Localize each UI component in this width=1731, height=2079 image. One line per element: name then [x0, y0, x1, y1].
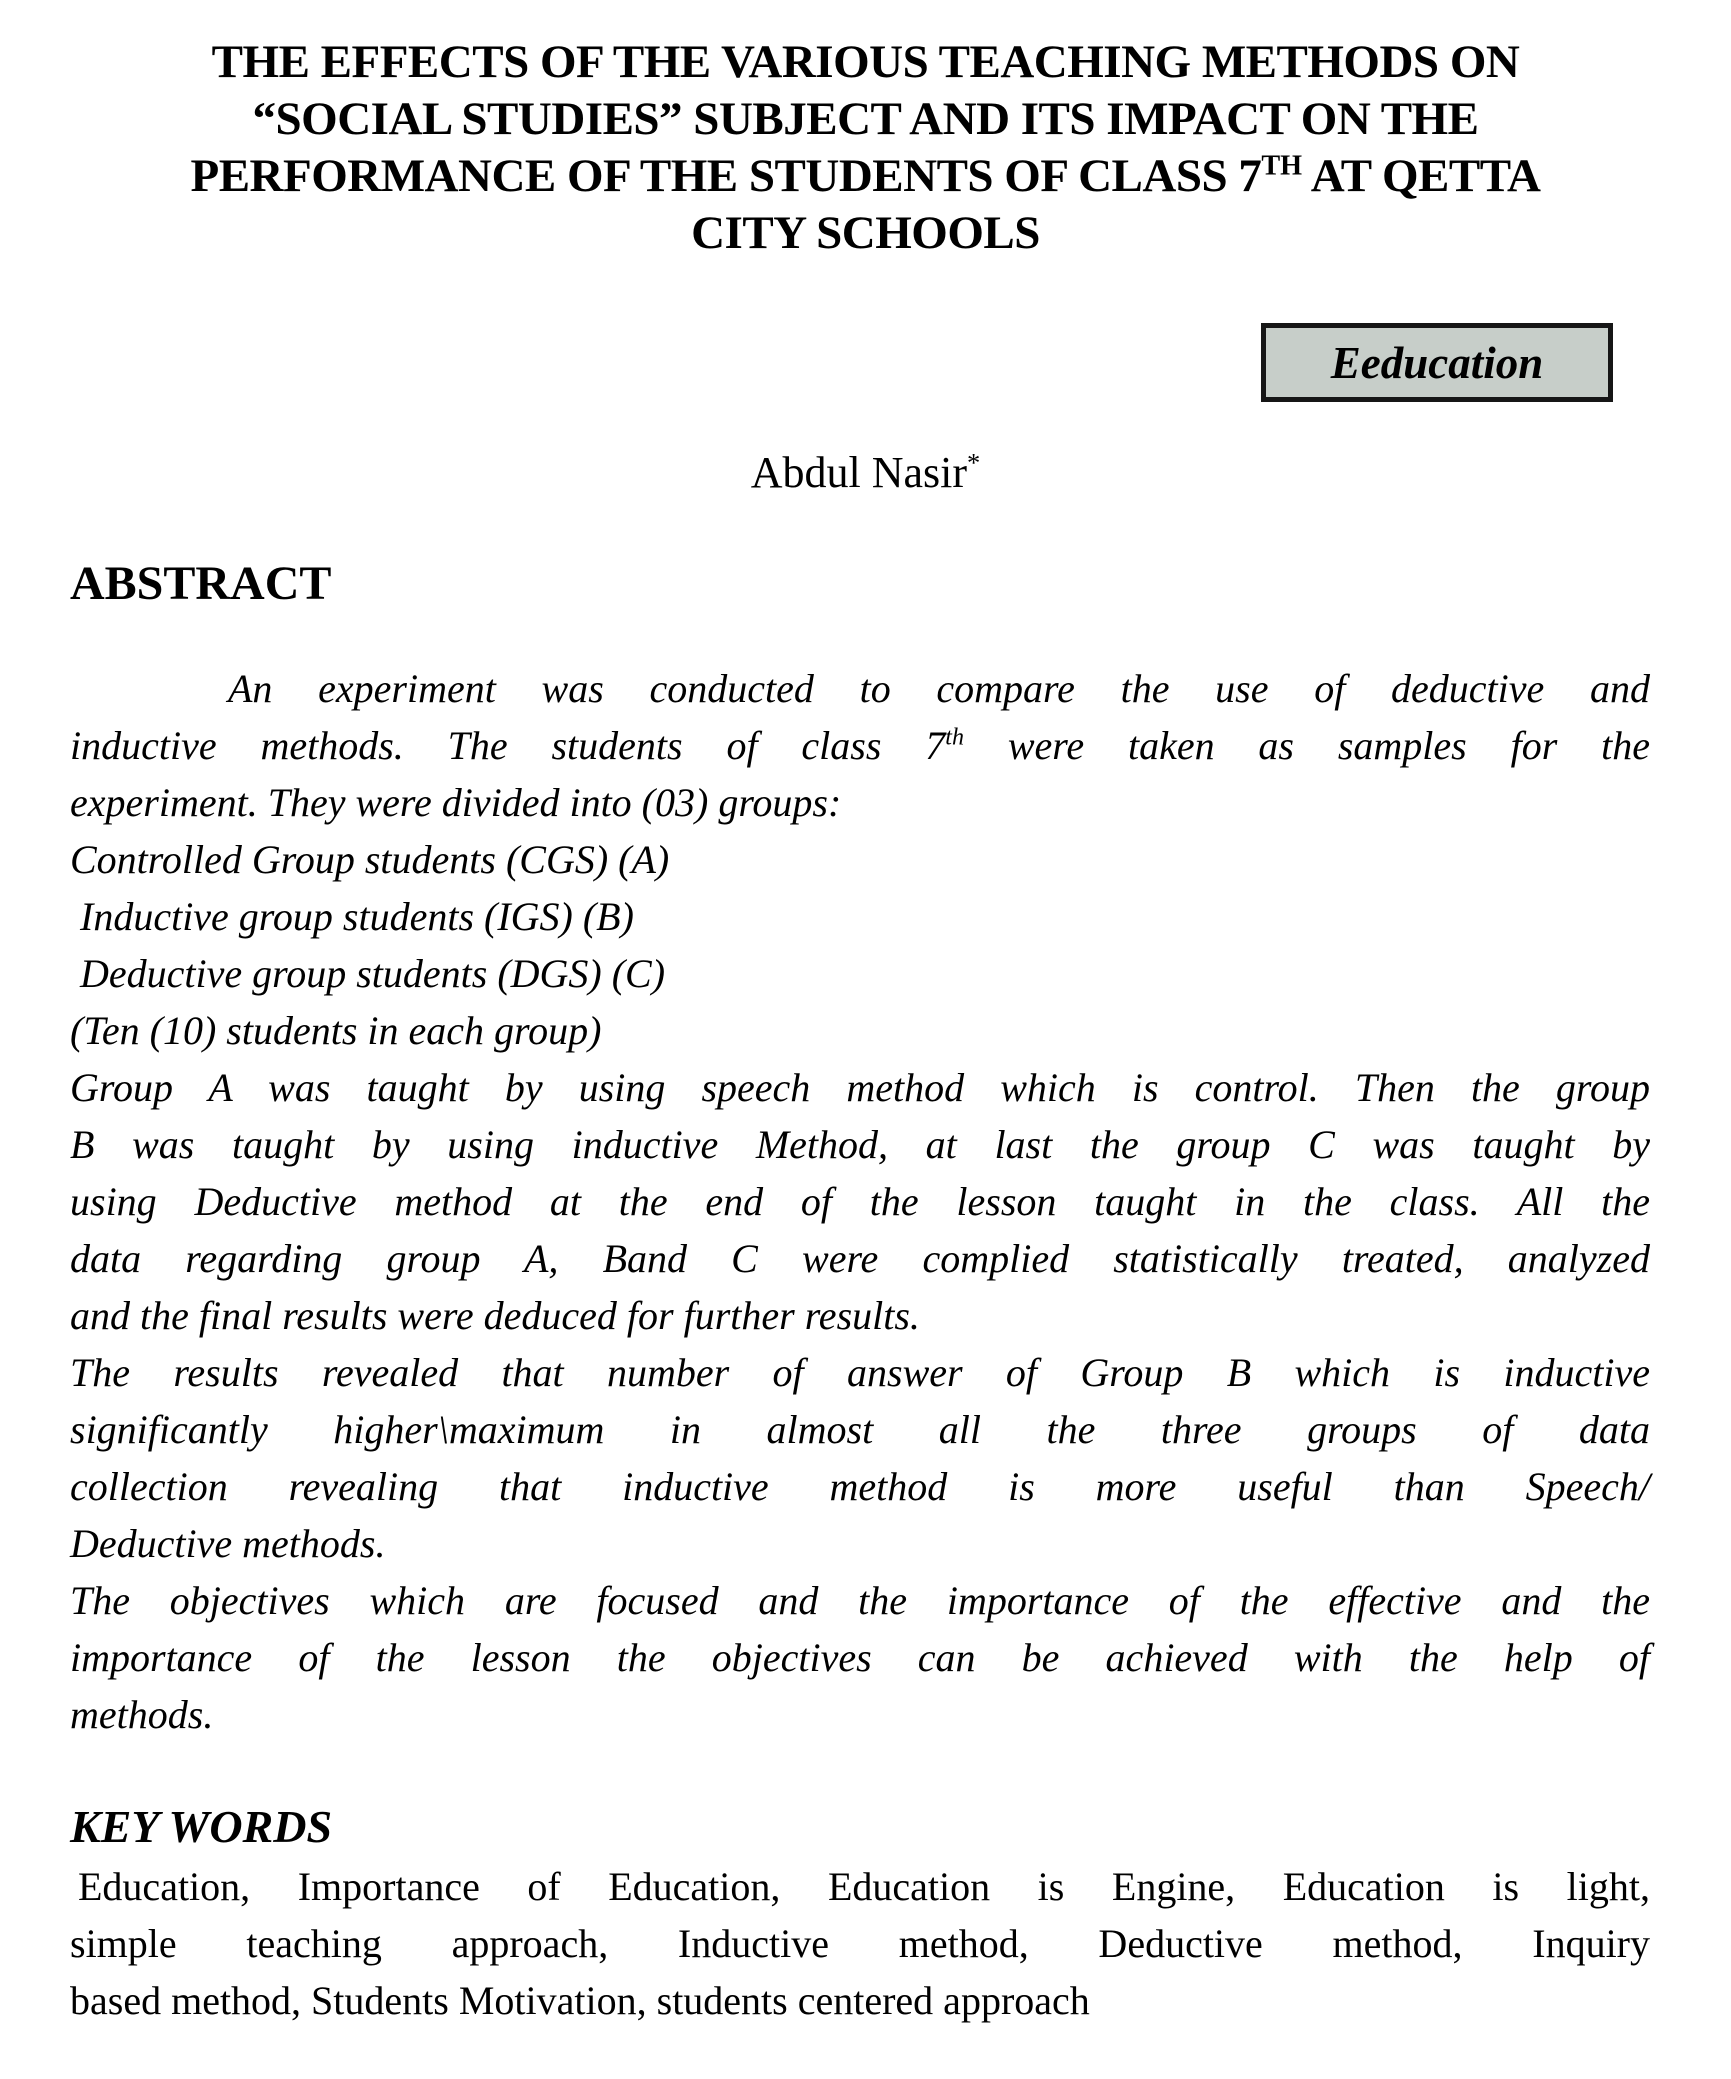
keywords-line: based method, Students Motivation, students centered approach	[70, 1978, 1090, 2023]
abstract-line: experiment. They were divided into (03) groups:	[70, 780, 842, 825]
page-title-line: THE EFFECTS OF THE VARIOUS TEACHING METHODS ON	[211, 36, 1520, 88]
abstract-line: inductive methods. The students of class 7th were taken as samples for the	[70, 723, 1650, 768]
abstract-line: The results revealed that number of answer of Group B which is inductive	[70, 1350, 1650, 1395]
abstract-line: B was taught by using inductive Method, at last the group C was taught by	[70, 1122, 1650, 1167]
abstract-text	[70, 660, 1650, 1743]
abstract-line: An experiment was conducted to compare the use of deductive and	[228, 666, 1650, 711]
keywords-line: Education, Importance of Education, Education is Engine, Education is light,	[78, 1864, 1650, 1909]
abstract-line: Controlled Group students (CGS) (A)	[70, 837, 670, 882]
abstract-line: significantly higher\maximum in almost all the three groups of data	[70, 1407, 1650, 1452]
page-title-line: CITY SCHOOLS	[691, 207, 1040, 259]
author-line	[0, 447, 1731, 498]
abstract-line: (Ten (10) students in each group)	[70, 1008, 602, 1053]
author-footnote-marker: *	[967, 447, 981, 478]
author-name: Abdul Nasir	[750, 448, 968, 497]
abstract-line: collection revealing that inductive method is more useful than Speech/	[70, 1464, 1650, 1509]
page-title-line: PERFORMANCE OF THE STUDENTS OF CLASS 7TH AT QETTA	[190, 150, 1541, 202]
page-title-line: “SOCIAL STUDIES” SUBJECT AND ITS IMPACT ON THE	[252, 93, 1479, 145]
abstract-line: Inductive group students (IGS) (B)	[80, 894, 634, 939]
abstract-line: Group A was taught by using speech method which is control. Then the group	[70, 1065, 1650, 1110]
abstract-line: importance of the lesson the objectives can be achieved with the help of	[70, 1635, 1650, 1680]
abstract-line: using Deductive method at the end of the lesson taught in the class. All the	[70, 1179, 1650, 1224]
abstract-line: The objectives which are focused and the importance of the effective and the	[70, 1578, 1650, 1623]
abstract-line: and the final results were deduced for further results.	[70, 1293, 920, 1338]
education-badge	[1261, 323, 1613, 402]
abstract-heading: ABSTRACT	[70, 557, 332, 610]
abstract-line: Deductive group students (DGS) (C)	[80, 951, 666, 996]
abstract-line: Deductive methods.	[70, 1521, 386, 1566]
keywords-heading: KEY WORDS	[70, 1801, 333, 1852]
keywords-text	[70, 1858, 1650, 2029]
abstract-line: methods.	[70, 1692, 214, 1737]
abstract-line: data regarding group A, Band C were complied statistically treated, analyzed	[70, 1236, 1650, 1281]
education-badge-label: Eeducation	[1330, 337, 1544, 388]
page-title	[0, 34, 1731, 262]
keywords-line: simple teaching approach, Inductive method, Deductive method, Inquiry	[70, 1921, 1650, 1966]
